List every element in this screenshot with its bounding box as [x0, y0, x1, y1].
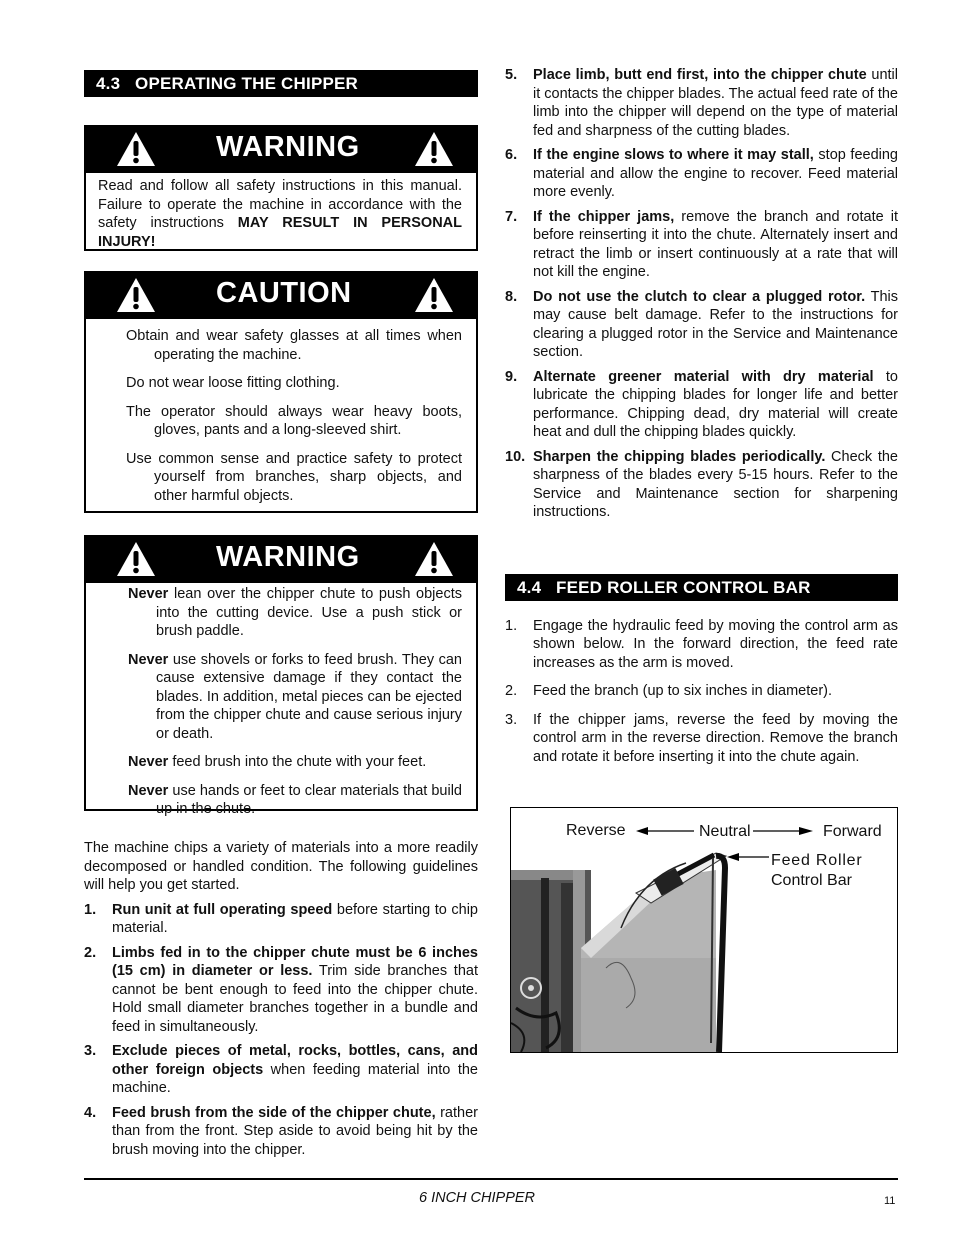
warning-item: Never lean over the chipper chute to push objects into the cutting device. Use a push stick or brush paddle. — [128, 586, 462, 639]
caution-item: The operator should always wear heavy boots, gloves, pants and a long-sleeved shirt. — [126, 403, 462, 438]
section-heading-4-3 — [84, 70, 478, 97]
arrow-right-icon — [753, 826, 813, 836]
list-item: 9. Alternate greener material with dry material to lubricate the chipping blades for longer life and better performance. Chipping dead, dry material will create heat and dull the chipping blades quickly. — [505, 368, 898, 440]
warning-box-2 — [84, 535, 478, 817]
list-item: 1. Run unit at full operating speed before starting to chip material. — [84, 901, 478, 936]
warning-title: WARNING — [216, 541, 360, 573]
neutral-label: Neutral — [699, 823, 751, 840]
list-item: 4. Feed brush from the side of the chipper chute, rather than from the front. Step aside to avoid being hit by the brush moving into the chipper. — [84, 1104, 478, 1158]
bar-label-line-2: Control Bar — [771, 872, 852, 889]
warning-body — [86, 173, 476, 259]
list-item: 6. If the engine slows to where it may stall, stop feeding material and allow the engine to recover. Feed material more evenly. — [505, 147, 898, 200]
section-title: FEED ROLLER CONTROL BAR — [556, 577, 811, 597]
warning-item: Never use hands or feet to clear materials that build up in the chute. — [128, 782, 462, 817]
list-item: 1. Engage the hydraulic feed by moving the control arm as shown below. In the forward direction, the feed rate increases as the arm is moved. — [505, 617, 898, 671]
caution-item: Do not wear loose fitting clothing. — [126, 375, 340, 391]
feed-roller-figure — [510, 807, 898, 1053]
caution-item: Use common sense and practice safety to protect yourself from branches, sharp objects, and other harmful objects. — [126, 450, 462, 504]
warning-header — [86, 127, 476, 173]
warning-item: Never feed brush into the chute with your feet. — [128, 754, 427, 770]
reverse-label: Reverse — [566, 822, 626, 839]
footer-rule — [84, 1178, 898, 1180]
list-item: 3. If the chipper jams, reverse the feed by moving the control arm in the reverse direction. Remove the branch and rotate it before inserting it into the chute again. — [505, 711, 898, 765]
warning-triangle-icon — [414, 277, 454, 313]
warning-emphasis: MAY RESULT IN PERSONAL INJURY! — [98, 215, 462, 250]
forward-label: Forward — [823, 823, 882, 840]
page-number: 11 — [884, 1195, 896, 1207]
warning-triangle-icon — [414, 541, 454, 577]
feed-roller-steps — [505, 617, 898, 767]
warning-item: Never use shovels or forks to feed brush. They can cause extensive damage if they contact the blades. In addition, metal pieces can be ejected from the chipper chute and cause serious injury or death. — [128, 651, 462, 742]
right-column — [505, 66, 898, 772]
section-title: OPERATING THE CHIPPER — [135, 74, 359, 93]
warning-text: Read and follow all safety instructions in this manual. Failure to operate the machine in accordance with the safety instructions MAY RESULT IN PERSONAL INJURY! — [98, 178, 462, 250]
list-item: 7. If the chipper jams, remove the branch and rotate it before reinserting it into the chute. Alternately insert and retract the limb or insert continuously at a rate that will not kill the engine. — [505, 208, 898, 280]
footer-title: 6 INCH CHIPPER — [418, 1190, 536, 1206]
caution-item: Obtain and wear safety glasses at all times when operating the machine. — [126, 328, 462, 363]
left-column — [84, 70, 478, 1165]
list-item: 10. Sharpen the chipping blades periodically. Check the sharpness of the blades every 5-15 hours. Refer to the Service and Maintenance section for sharpening instructions. — [505, 448, 898, 520]
list-item: 3. Exclude pieces of metal, rocks, bottles, cans, and other foreign objects when feeding material into the machine. — [84, 1043, 478, 1096]
warning-box-1 — [84, 125, 478, 251]
list-item: 2. Limbs fed in to the chipper chute must be 6 inches (15 cm) in diameter or less. Trim side branches that cannot be bent enough to feed into the chipper chute. Hold small diameter branches together in a bundle and feed in simultaneously. — [84, 944, 478, 1035]
bar-label-line-1: Feed Roller — [771, 852, 863, 869]
arrow-left-icon — [727, 852, 769, 862]
section-heading-4-4 — [505, 574, 898, 601]
caution-title: CAUTION — [216, 277, 352, 309]
warning-header — [86, 537, 476, 583]
caution-body — [86, 319, 476, 515]
caution-header — [86, 273, 476, 319]
warning-triangle-icon — [116, 277, 156, 313]
list-item: 8. Do not use the clutch to clear a plugged rotor. This may cause belt damage. Refer to the instructions for clearing a plugged rotor in the Service and Maintenance section. — [505, 288, 898, 360]
arrow-left-icon — [636, 826, 696, 836]
warning-triangle-icon — [414, 131, 454, 167]
guideline-list-left — [84, 901, 478, 1160]
guideline-list-right — [505, 66, 898, 522]
warning-title: WARNING — [216, 131, 360, 163]
caution-box — [84, 271, 478, 513]
list-item: 2. Feed the branch (up to six inches in diameter). — [505, 683, 833, 699]
warning-body — [86, 583, 476, 829]
list-item: 5. Place limb, butt end first, into the chipper chute until it contacts the chipper blades. The actual feed rate of the limb into the chipper will depend on the type of material fed and sharpness of the cutting blades. — [505, 67, 898, 139]
section-number: 4.4 — [517, 577, 542, 597]
warning-triangle-icon — [116, 541, 156, 577]
chipper-photo-illustration — [511, 808, 897, 1052]
warning-triangle-icon — [116, 131, 156, 167]
section-number: 4.3 — [96, 74, 121, 93]
intro-paragraph: The machine chips a variety of materials into a more readily decomposed or handled condition. The following guidelines will help you get started. — [84, 840, 478, 893]
